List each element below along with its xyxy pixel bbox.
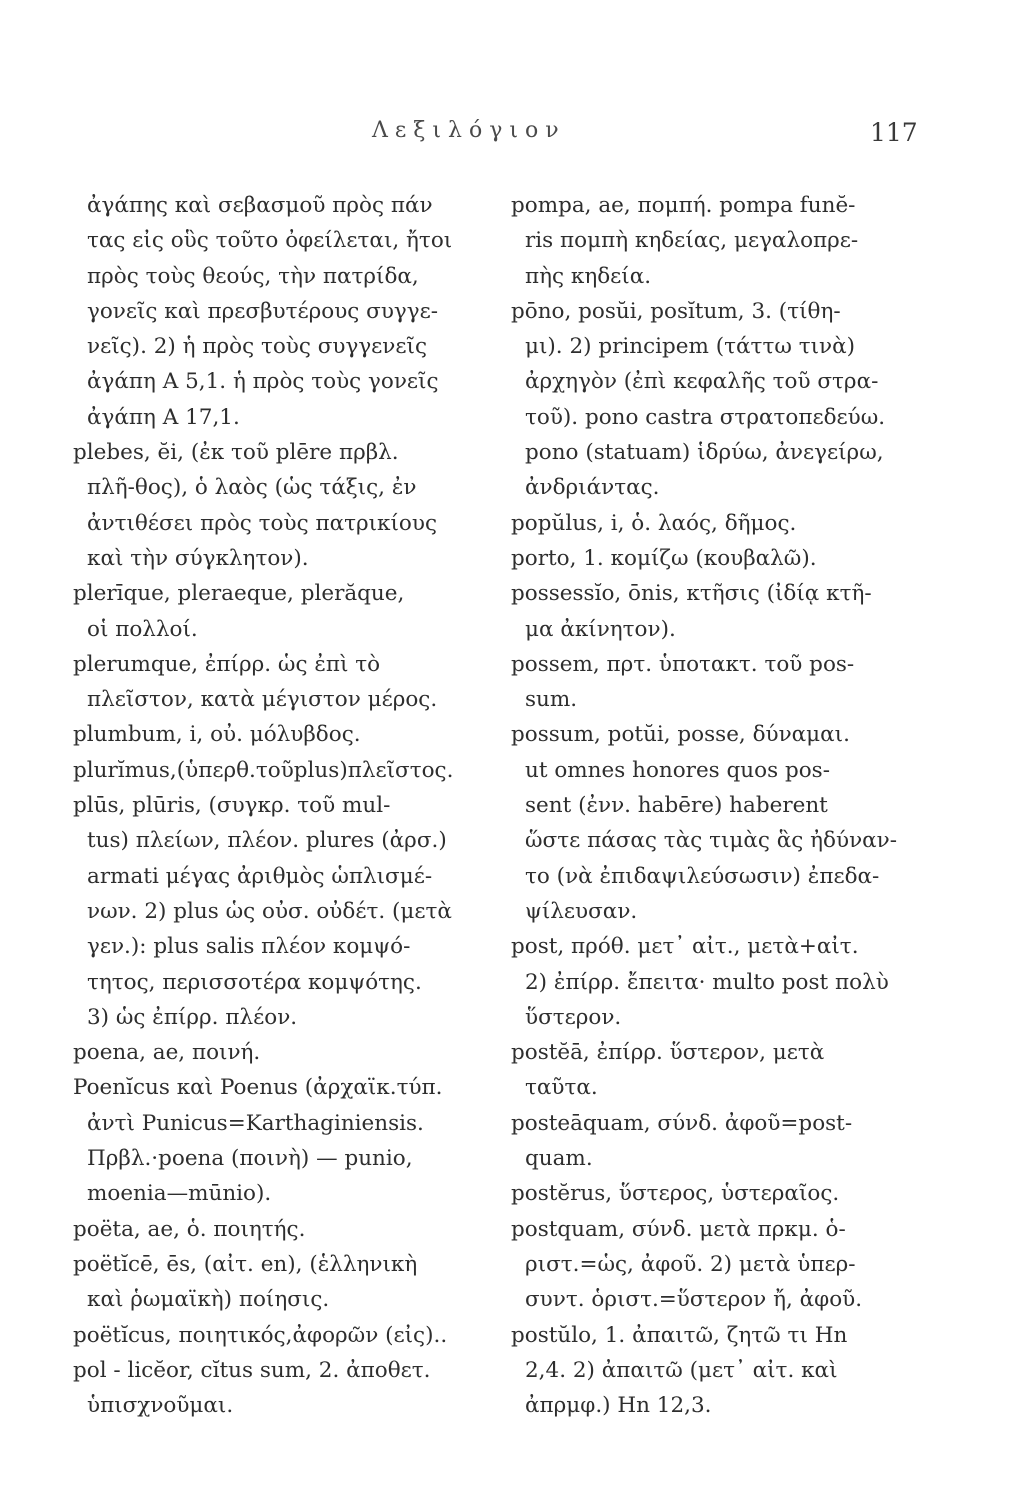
text-line: συντ. ὁριστ.=ὕστερον ἤ, ἀφοῦ. xyxy=(525,1287,863,1313)
text-line: ἀντὶ Punicus=Karthaginiensis. xyxy=(87,1110,424,1136)
text-line: plebes, ĕi, (ἐκ τοῦ plēre πρβλ. xyxy=(73,440,399,466)
text-line: ἀρχηγὸν (ἐπὶ κεφαλῆς τοῦ στρα- xyxy=(525,369,879,395)
text-line: τοῦ). pono castra στρατοπεδεύω. xyxy=(525,404,886,430)
page-header xyxy=(0,118,1024,158)
text-line: ἀγάπης καὶ σεβασμοῦ πρὸς πάν xyxy=(87,193,433,218)
text-line: καὶ τὴν σύγκλητον). xyxy=(87,545,309,571)
text-line: τας εἰς οὓς τοῦτο ὀφείλεται, ἤτοι xyxy=(87,228,453,254)
text-line: γεν.): plus salis πλέον κομψό- xyxy=(87,934,411,960)
text-line: μα ἀκίνητον). xyxy=(525,616,676,642)
text-line: poëta, ae, ὁ. ποιητής. xyxy=(73,1216,306,1242)
text-line: καὶ ῥωμαϊκὴ) ποίησις. xyxy=(87,1287,330,1313)
text-line: πλεῖστον, κατὰ μέγιστον μέρος. xyxy=(87,687,438,713)
text-line: 2) ἐπίρρ. ἔπειτα· multo post πολὺ xyxy=(525,969,889,995)
text-line: μι). 2) principem (τάττω τινὰ) xyxy=(525,334,856,360)
text-line: porto, 1. κομίζω (κουβαλῶ). xyxy=(511,545,817,571)
text-line: possessĭo, ōnis, κτῆσις (ἰδίᾳ κτῆ- xyxy=(511,581,872,607)
text-line: ut omnes honores quos pos- xyxy=(525,757,830,783)
text-line: sum. xyxy=(525,687,578,713)
text-line: postŭlo, 1. ἀπαιτῶ, ζητῶ τι Ηn xyxy=(511,1322,848,1348)
text-line: plūs, plūris, (συγκρ. τοῦ mul- xyxy=(73,793,391,819)
text-line: νων. 2) plus ὡς οὐσ. οὐδέτ. (μετὰ xyxy=(87,898,452,924)
text-line: πὴς κηδεία. xyxy=(525,263,652,289)
text-line: Poenĭcus καὶ Poenus (ἀρχαϊκ.τύπ. xyxy=(73,1075,443,1101)
text-line: ἀντιθέσει πρὸς τοὺς πατρικίους xyxy=(87,510,437,536)
text-line: popŭlus, i, ὁ. λαός, δῆμος. xyxy=(511,510,797,536)
text-line: πρὸς τοὺς θεούς, τὴν πατρίδα, xyxy=(87,263,419,289)
text-line: νεῖς). 2) ἡ πρὸς τοὺς συγγενεῖς xyxy=(87,334,427,360)
text-line: ὕστερον. xyxy=(525,1004,622,1030)
text-line: πλῆ-θος), ὁ λαὸς (ὡς τάξις, ἐν xyxy=(87,475,417,501)
left-column xyxy=(73,188,498,1423)
text-line: armati μέγας ἀριθμὸς ὡπλισμέ- xyxy=(87,863,433,889)
text-line: moenia—mūnio). xyxy=(87,1181,272,1207)
text-line: posteāquam, σύνδ. ἀφοῦ=post- xyxy=(511,1110,853,1136)
text-line: Πρβλ.·poena (ποινὴ) — punio, xyxy=(87,1146,413,1172)
text-line: sent (ἐνν. habēre) haberent xyxy=(525,793,828,819)
text-line: post, πρόθ. μετ᾽ αἰτ., μετὰ+αἰτ. xyxy=(511,934,859,960)
right-column xyxy=(511,188,921,1423)
text-line: ριστ.=ὡς, ἀφοῦ. 2) μετὰ ὑπερ- xyxy=(525,1251,856,1277)
text-line: pōno, posŭi, posĭtum, 3. (τίθη- xyxy=(511,298,841,324)
text-line: 3) ὡς ἐπίρρ. πλέον. xyxy=(87,1004,298,1030)
text-line: ὥστε πάσας τὰς τιμὰς ἃς ἠδύναν- xyxy=(525,828,897,854)
text-line: ἀπρμφ.) Ηn 12,3. xyxy=(525,1393,712,1419)
text-line: tus) πλείων, πλέον. plures (ἀρσ.) xyxy=(87,828,447,854)
text-line: plurĭmus,(ὑπερθ.τοῦplus)πλεῖστος. xyxy=(73,757,454,783)
text-line: ἀγάπη Α 5,1. ἡ πρὸς τοὺς γονεῖς xyxy=(87,369,439,395)
text-line: pono (statuam) ἱδρύω, ἀνεγείρω, xyxy=(525,440,884,466)
text-line: possum, potŭi, posse, δύναμαι. xyxy=(511,722,850,748)
text-line: ἀνδριάντας. xyxy=(525,475,660,501)
text-line: pompa, ae, πομπή. pompa funĕ- xyxy=(511,193,856,218)
text-line: postĕrus, ὕστερος, ὑστεραῖος. xyxy=(511,1181,840,1207)
text-line: ὑπισχνοῦμαι. xyxy=(87,1393,234,1419)
text-line: poëtĭcē, ēs, (αἰτ. en), (ἑλληνικὴ xyxy=(73,1251,418,1277)
text-line: ταῦτα. xyxy=(525,1075,598,1101)
text-line: pol - licĕor, cĭtus sum, 2. ἀποθετ. xyxy=(73,1357,431,1383)
text-line: τητος, περισσοτέρα κομψότης. xyxy=(87,969,422,995)
text-line: 2,4. 2) ἀπαιτῶ (μετ᾽ αἰτ. καὶ xyxy=(525,1357,838,1383)
text-line: postquam, σύνδ. μετὰ πρκμ. ὁ- xyxy=(511,1216,846,1242)
text-line: οἱ πολλοί. xyxy=(87,616,198,642)
running-title: Λεξιλόγιον xyxy=(372,118,566,143)
text-line: plerīque, pleraeque, plerăque, xyxy=(73,581,405,607)
text-line: postĕā, ἐπίρρ. ὕστερον, μετὰ xyxy=(511,1040,825,1066)
text-line: possem, πρτ. ὑποτακτ. τοῦ pos- xyxy=(511,651,855,677)
text-line: ἀγάπη Α 17,1. xyxy=(87,404,240,430)
text-line: plerumque, ἐπίρρ. ὡς ἐπὶ τὸ xyxy=(73,651,381,677)
page-number: 117 xyxy=(870,118,918,147)
text-line: quam. xyxy=(525,1146,593,1172)
text-line: plumbum, i, οὐ. μόλυβδος. xyxy=(73,722,361,748)
text-line: poena, ae, ποινή. xyxy=(73,1040,261,1066)
text-line: γονεῖς καὶ πρεσβυτέρους συγγε- xyxy=(87,298,439,324)
text-line: ψίλευσαν. xyxy=(525,898,638,924)
text-line: poëtĭcus, ποιητικός,ἀφορῶν (εἰς).. xyxy=(73,1322,448,1348)
text-line: ris πομπὴ κηδείας, μεγαλοπρε- xyxy=(525,228,859,254)
text-line: το (νὰ ἐπιδαψιλεύσωσιν) ἐπεδα- xyxy=(525,863,880,889)
